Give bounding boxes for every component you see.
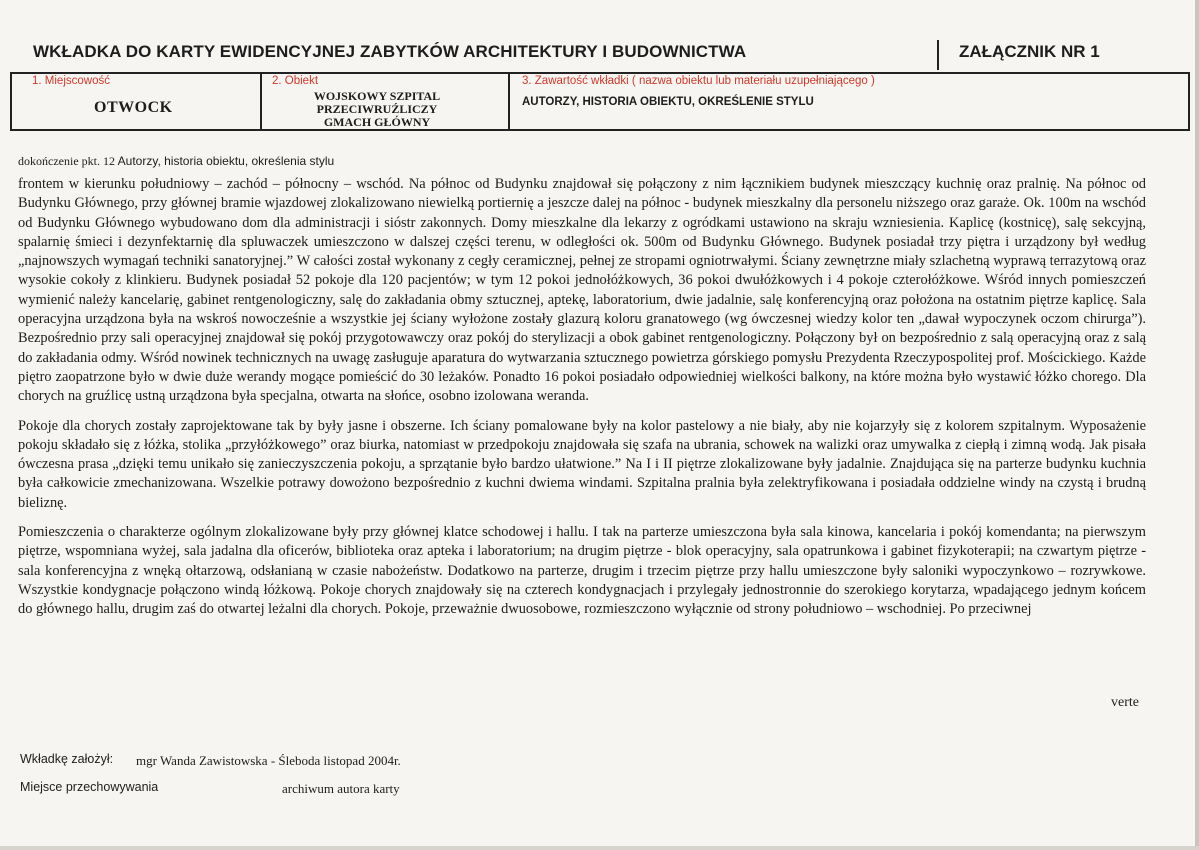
form-header (10, 28, 1190, 131)
form-title: WKŁADKA DO KARTY EWIDENCYJNEJ ZABYTKÓW ARCHITEKTURY I BUDOWNICTWA (33, 42, 747, 61)
locality-value: OTWOCK (94, 99, 173, 116)
field-border-right (1188, 72, 1190, 130)
object-label: 2. Obiekt (272, 75, 319, 87)
field-separator-2 (508, 72, 510, 130)
storage-label: Miejsce przechowywania (20, 780, 159, 794)
continuation-prefix: dokończenie pkt. 12 (18, 154, 115, 168)
fields-bottom-rule (10, 129, 1190, 131)
annex-number: ZAŁĄCZNIK NR 1 (959, 42, 1100, 61)
object-line-3: GMACH GŁÓWNY (323, 115, 431, 129)
prepared-by-label: Wkładkę założył: (20, 752, 114, 766)
paper-edge-bottom (0, 846, 1199, 850)
field-border-left (10, 72, 12, 130)
header-rule (10, 72, 1190, 74)
paragraph: Pomieszczenia o charakterze ogólnym zlokalizowane były przy głównej klatce schodowej i hallu. I tak na parterze umieszczona była sala kinowa, kancelaria i pokój komendanta; na pierwszym piętrze, wspomniana wyżej, sala jadalna dla oficerów, biblioteka oraz apteka i laboratorium; na drugim piętrze - blok operacyjny, sala opatrunkowa i gabinet fizykoterapii; na czwartym piętrze - sala konferencyjna z wnęką ołtarzową, odsłanianą w czasie nabożeństw. Dodatkowo na parterze, drugim i trzecim piętrze przy hallu umieszczone były saloniki wypoczynkowo – rozrywkowe. Wszystkie kondygnacje połączono windą łóżkową. Pokoje chorych znajdowały się na czterech kondygnacjach i przylegały jednostronnie do szerokiego korytarza, wpadającego jednym końcem do głównego hallu, drugim zaś do otwartej leżalni dla chorych. Pokoje, przeważnie dwuosobowe, rozmieszczono wyłącznie od strony południowo – wschodniej. Po przeciwnej (18, 524, 1146, 618)
header-divider (937, 40, 939, 70)
locality-label: 1. Miejscowość (32, 75, 110, 87)
storage-value: archiwum autora karty (282, 781, 400, 796)
field-separator-1 (260, 72, 262, 130)
object-line-2: PRZECIWRUŹLICZY (316, 102, 438, 116)
paragraph: frontem w kierunku południowy – zachód – północny – wschód. Na północ od Budynku znajdował się połączony z nim łącznikiem budynek mieszczący kuchnię oraz pralnię. Na północ od Budynku Głównego, przy głównej bramie wjazdowej zlokalizowano niewielką portiernię a jeszcze dalej na północ - budynek mieszkalny dla personelu niższego oraz garaże. Ok. 100m na wschód od Budynku Głównego wybudowano dom dla administracji i sióstr zakonnych. Domy mieszkalne dla lekarzy z ogródkami ustawiono na skraju wzniesienia. Kaplicę (kostnicę), salę sekcyjną, spalarnię śmieci i dezynfektarnię dla spluwaczek umieszczono w dalszej części terenu, w odległości ok. 500m od Budynku Głównego. Budynek posiadał trzy piętra i urządzony był według „najnowszych wymagań techniki sanatoryjnej.” W całości został wykonany z cegły ceramicznej, pełnej ze stropami ogniotrwałymi. Ściany zewnętrzne miały szlachetną wyprawą terrazytową oraz wysokie cokoły z klinkieru. Budynek posiadał 52 pokoje dla 120 pacjentów; w tym 12 pokoi jednołóżkowych, 36 pokoi dwułóżkowych i 4 pokoje czterołóżkowe. Wśród innych pomieszczeń wymienić należy kancelarię, gabinet rentgenologiczny, salę do zakładania obmy sztucznej, aptekę, laboratorium, dwie jadalnie, salę konferencyjną oraz położona na ostatnim piętrze kaplicę. Sala operacyjna urządzona była na wskroś nowocześnie a wszystkie jej ściany wyłożone zostały glazurą koloru granatowego (wg ówczesnej wiedzy kolor ten „dawał wypoczynek oczom chirurga”). Bezpośrednio przy sali operacyjnej znajdował się pokój przygotowawczy oraz pokój do sterylizacji a obok gabinet rentgenologiczny. Połączony był on bezpośrednio z salą operacyjną oraz z salą do zakładania odmy. Wśród nowinek technicznych na uwagę zasługuje aparatura do wytwarzania sztucznego powietrza górskiego pomysłu Prezydenta Rzeczypospolitej prof. Mościckiego. Każde piętro zaopatrzone było w dwie duże werandy mogące pomieścić do 30 leżaków. Ponadto 16 pokoi posiadało odpowiedniej wielkości balkony, na które można było wystawić łóżko chorego. Dla chorych na gruźlicę ustną urządzona była specjalna, otwarta na słońce, osobno izolowana weranda. (18, 176, 1146, 405)
continuation-text: Autorzy, historia obiektu, określenia stylu (114, 154, 335, 168)
object-line-1: WOJSKOWY SZPITAL (313, 89, 441, 103)
paragraph: Pokoje dla chorych zostały zaprojektowane tak by były jasne i obszerne. Ich ściany pomalowane były na kolor pastelowy a nie biały, aby nie kojarzyły się z kolorem szpitalnym. Wyposażenie pokoju składało się z łóżka, stolika „przyłóżkowego” oraz biurka, natomiast w przedpokoju znajdowała się szafa na ubrania, schowek na walizki oraz umywalka z ciepłą i zimną wodą. Jak pisała ówczesna prasa „dzięki temu unikało się zanieczyszczenia pokoju, a sprzątanie było bardzo ułatwione.” Na I i II piętrze zlokalizowane były jadalnie. Znajdująca się na parterze budynku kuchnia była całkowicie zmechanizowana. Wszelkie potrawy dowożono bezpośrednio z kuchni dwiema windami. Szpitalna pralnia była zelektryfikowana i posiadała oddzielne windy na czystą i brudną bieliznę. (18, 417, 1146, 511)
object-value (268, 90, 486, 129)
content-value: AUTORZY, HISTORIA OBIEKTU, OKREŚLENIE STYLU (522, 96, 814, 108)
continuation-note (18, 154, 334, 169)
prepared-by-value: mgr Wanda Zawistowska - Śleboda listopad 2004r. (136, 753, 401, 768)
paper-edge-right (1195, 0, 1199, 850)
content-label: 3. Zawartość wkładki ( nazwa obiektu lub materiału uzupełniającego ) (522, 75, 875, 87)
verte-note: verte (1111, 695, 1139, 710)
document-body (18, 175, 1146, 630)
